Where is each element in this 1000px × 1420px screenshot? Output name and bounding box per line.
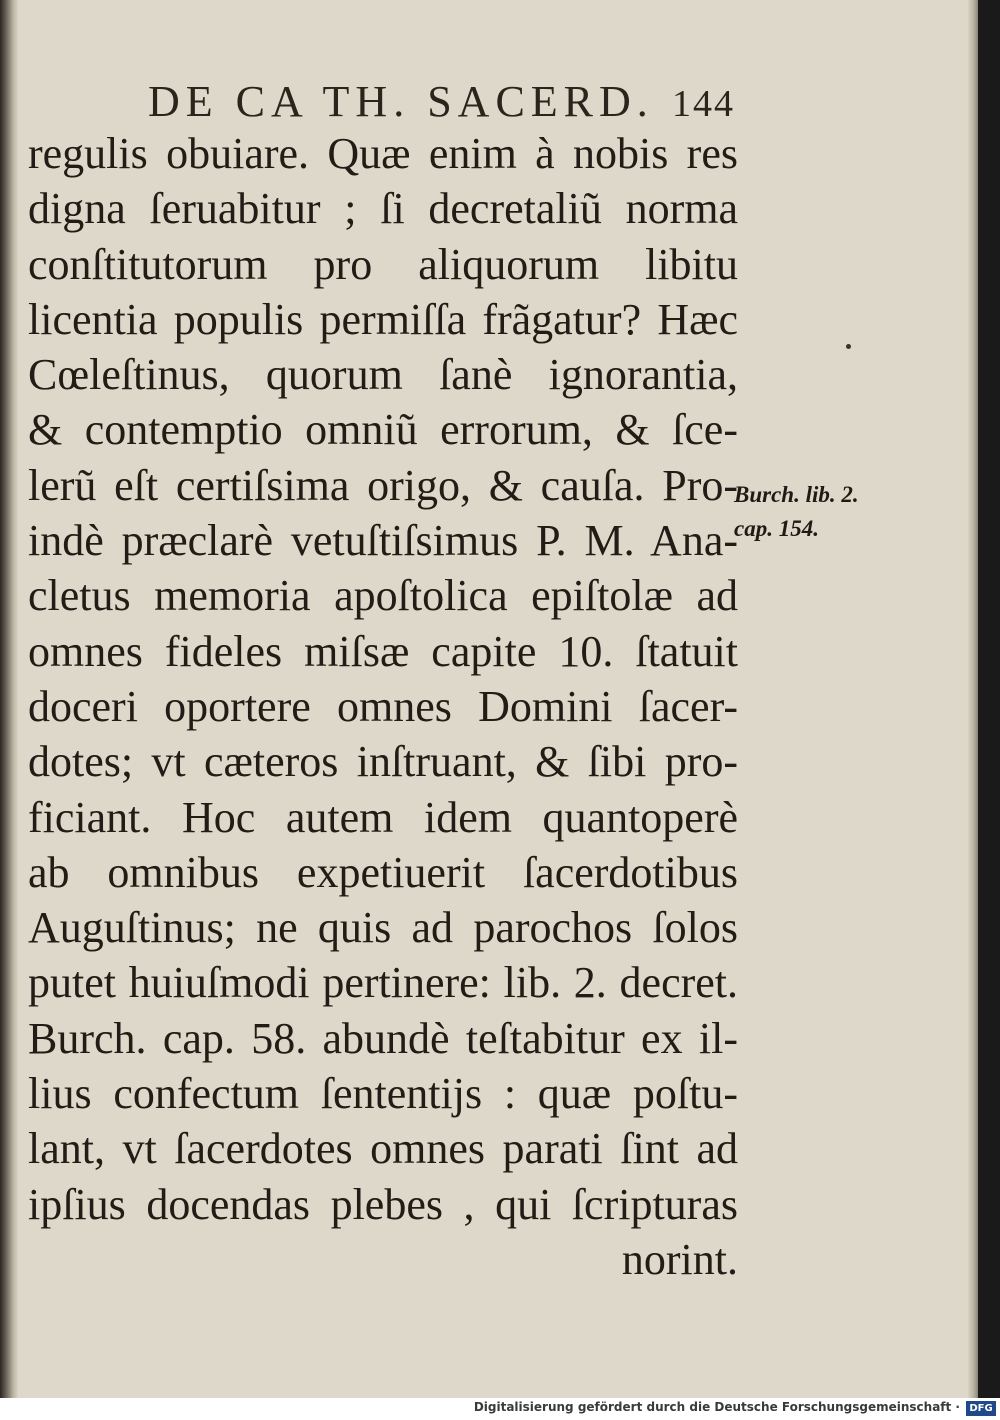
text-line-catchword: norint. bbox=[621, 1234, 738, 1284]
page-number: 144 bbox=[672, 83, 735, 125]
text-line: digna ſeruabitur ; ſi decretaliũ norma bbox=[28, 184, 738, 234]
text-line: cletus memoria apoſtolica epiſtolæ ad bbox=[28, 571, 738, 621]
book-gutter-shadow bbox=[0, 0, 18, 1398]
text-line: lant, vt ſacerdotes omnes parati ſint ad bbox=[28, 1124, 738, 1174]
marginal-note bbox=[734, 478, 859, 546]
text-line: putet huiuſmodi pertinere: lib. 2. decret. bbox=[28, 958, 738, 1008]
text-line: Auguſtinus; ne quis ad parochos ſolos bbox=[28, 903, 738, 953]
text-line: Cœleſtinus, quorum ſanè ignorantia, bbox=[28, 350, 738, 400]
page-edge bbox=[968, 0, 978, 1398]
text-line: regulis obuiare. Quæ enim à nobis res bbox=[28, 129, 738, 178]
text-line: ficiant. Hoc autem idem quantoperè bbox=[28, 792, 738, 842]
text-line: lius confectum ſententijs : quæ poſtu- bbox=[28, 1069, 738, 1119]
text-line: doceri oportere omnes Domini ſacer- bbox=[28, 681, 738, 731]
text-line: conſtitutorum pro aliquorum libitu bbox=[28, 239, 738, 289]
running-head: DE CA TH. SACERD. bbox=[148, 77, 654, 126]
dfg-logo: DFG bbox=[966, 1401, 996, 1416]
text-line: licentia populis permiſſa frãgatur? Hæc bbox=[28, 294, 738, 344]
ink-speck bbox=[846, 344, 851, 349]
text-line: ab omnibus expetiuerit ſacerdotibus bbox=[28, 847, 738, 897]
text-line: ipſius docendas plebes , qui ſcripturas bbox=[28, 1179, 738, 1229]
text-line: & contemptio omniũ errorum, & ſce- bbox=[28, 405, 738, 455]
text-line: omnes fideles miſsæ capite 10. ſtatuit bbox=[28, 626, 738, 676]
footer-bar bbox=[0, 1398, 1000, 1420]
footer-credit: Digitalisierung gefördert durch die Deutsche Forschungsgemeinschaft · bbox=[473, 1400, 960, 1414]
text-line: lerũ eſt certiſsima origo, & cauſa. Pro- bbox=[28, 460, 738, 510]
text-line: dotes; vt cæteros inſtruant, & ſibi pro- bbox=[28, 737, 738, 787]
text-line: Burch. cap. 58. abundè teſtabitur ex il- bbox=[28, 1013, 738, 1063]
marginal-note-line: Burch. lib. 2. bbox=[734, 482, 859, 507]
marginal-note-line: cap. 154. bbox=[734, 516, 819, 541]
text-line: indè præclarè vetuſtiſsimus P. M. Ana- bbox=[28, 516, 738, 566]
body-text bbox=[28, 126, 738, 1287]
